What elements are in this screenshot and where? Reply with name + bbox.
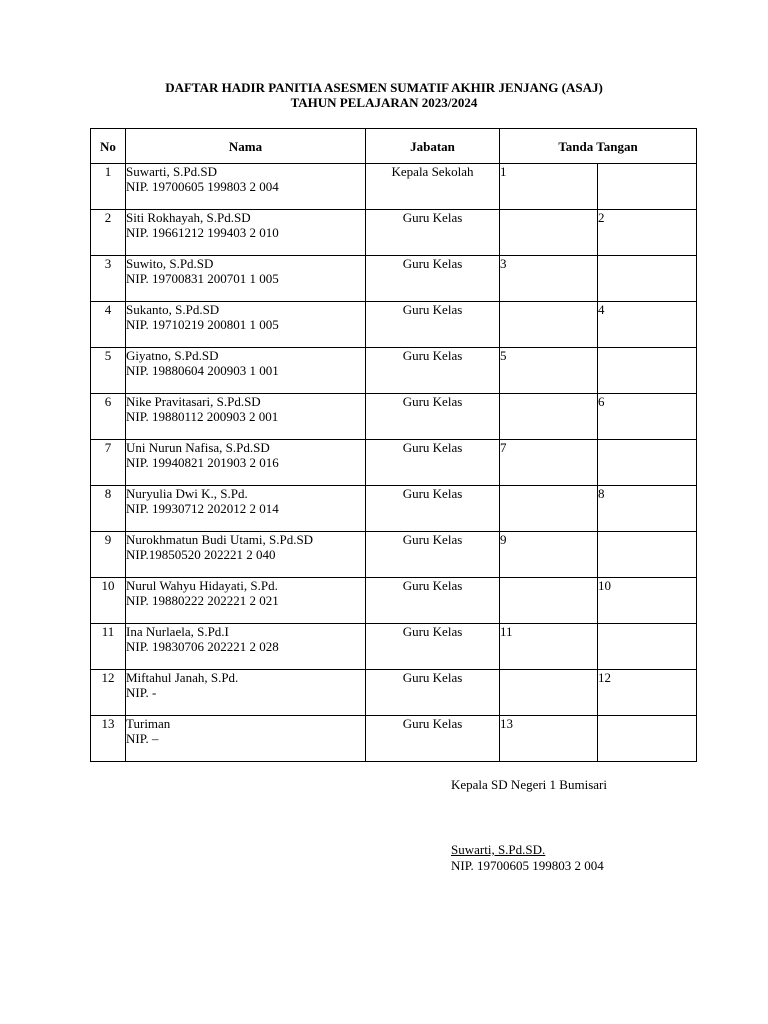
signature-slot-left [500,486,598,532]
table-row [91,532,697,578]
member-position: Guru Kelas [366,394,500,440]
member-name: Nurul Wahyu Hidayati, S.Pd. [126,578,278,593]
member-nip: NIP.19850520 202221 2 040 [126,547,276,562]
member-cell [126,210,366,256]
row-number: 8 [91,486,126,532]
signature-slot-left: 9 [500,532,598,578]
signature-slot-left: 7 [500,440,598,486]
member-cell [126,348,366,394]
member-position: Guru Kelas [366,302,500,348]
member-name: Nuryulia Dwi K., S.Pd. [126,486,248,501]
signature-slot-left [500,210,598,256]
member-nip: NIP. 19930712 202012 2 014 [126,501,279,516]
member-nip: NIP. 19661212 199403 2 010 [126,225,279,240]
row-number: 13 [91,716,126,762]
member-name: Sukanto, S.Pd.SD [126,302,220,317]
member-cell [126,302,366,348]
signature-slot-right [598,532,697,578]
table-row [91,210,697,256]
member-cell [126,670,366,716]
table-row [91,624,697,670]
signatory-nip: NIP. 19700605 199803 2 004 [451,858,604,873]
member-position: Guru Kelas [366,532,500,578]
table-row [91,256,697,302]
member-nip: NIP. - [126,685,157,700]
member-position: Guru Kelas [366,348,500,394]
table-row [91,440,697,486]
row-number: 2 [91,210,126,256]
member-name: Siti Rokhayah, S.Pd.SD [126,210,251,225]
table-row [91,486,697,532]
header-no: No [91,129,126,164]
signature-slot-right: 2 [598,210,697,256]
row-number: 1 [91,164,126,210]
signature-slot-left: 3 [500,256,598,302]
member-position: Guru Kelas [366,210,500,256]
member-name: Miftahul Janah, S.Pd. [126,670,239,685]
member-cell [126,440,366,486]
table-row [91,578,697,624]
member-position: Guru Kelas [366,624,500,670]
signature-slot-right [598,716,697,762]
table-row [91,716,697,762]
signatory-name: Suwarti, S.Pd.SD. [451,842,546,857]
row-number: 11 [91,624,126,670]
member-nip: NIP. 19830706 202221 2 028 [126,639,279,654]
document-title: DAFTAR HADIR PANITIA ASESMEN SUMATIF AKHIR JENJANG (ASAJ) [165,80,603,95]
member-position: Guru Kelas [366,670,500,716]
row-number: 4 [91,302,126,348]
row-number: 12 [91,670,126,716]
member-cell [126,394,366,440]
member-cell [126,486,366,532]
member-position: Guru Kelas [366,716,500,762]
member-position: Guru Kelas [366,256,500,302]
member-cell [126,624,366,670]
signature-slot-right [598,256,697,302]
table-row [91,164,697,210]
signature-slot-right: 12 [598,670,697,716]
table-row [91,670,697,716]
member-nip: NIP. 19880112 200903 2 001 [126,409,279,424]
member-cell [126,716,366,762]
signature-slot-left [500,394,598,440]
member-cell [126,164,366,210]
row-number: 9 [91,532,126,578]
member-name: Giyatno, S.Pd.SD [126,348,219,363]
member-position: Guru Kelas [366,440,500,486]
header-tanda-tangan: Tanda Tangan [500,129,697,164]
signature-slot-left: 13 [500,716,598,762]
member-name: Turiman [126,716,171,731]
signature-slot-left [500,670,598,716]
member-name: Suwarti, S.Pd.SD [126,164,218,179]
row-number: 7 [91,440,126,486]
member-nip: NIP. 19700831 200701 1 005 [126,271,279,286]
signature-slot-right: 8 [598,486,697,532]
member-nip: NIP. 19700605 199803 2 004 [126,179,279,194]
member-name: Nike Pravitasari, S.Pd.SD [126,394,261,409]
row-number: 10 [91,578,126,624]
member-position: Kepala Sekolah [366,164,500,210]
signature-slot-left: 11 [500,624,598,670]
header-nama: Nama [126,129,366,164]
signature-slot-right [598,164,697,210]
row-number: 6 [91,394,126,440]
header-jabatan: Jabatan [366,129,500,164]
signature-slot-left: 5 [500,348,598,394]
attendance-table [90,128,697,762]
signatory-position: Kepala SD Negeri 1 Bumisari [451,777,607,792]
signature-slot-right: 4 [598,302,697,348]
row-number: 5 [91,348,126,394]
member-position: Guru Kelas [366,578,500,624]
member-cell [126,532,366,578]
table-body [91,164,697,762]
member-cell [126,256,366,302]
member-nip: NIP. 19940821 201903 2 016 [126,455,279,470]
member-cell [126,578,366,624]
signature-slot-right [598,624,697,670]
member-name: Ina Nurlaela, S.Pd.I [126,624,229,639]
signature-slot-right: 10 [598,578,697,624]
table-row [91,302,697,348]
signature-slot-left: 1 [500,164,598,210]
signature-slot-left [500,578,598,624]
member-nip: NIP. – [126,731,159,746]
member-nip: NIP. 19880604 200903 1 001 [126,363,279,378]
table-row [91,348,697,394]
table-row [91,394,697,440]
row-number: 3 [91,256,126,302]
signature-slot-right: 6 [598,394,697,440]
signature-slot-right [598,440,697,486]
member-nip: NIP. 19710219 200801 1 005 [126,317,279,332]
document-subtitle: TAHUN PELAJARAN 2023/2024 [290,95,478,110]
member-position: Guru Kelas [366,486,500,532]
signature-slot-left [500,302,598,348]
member-name: Uni Nurun Nafisa, S.Pd.SD [126,440,270,455]
member-nip: NIP. 19880222 202221 2 021 [126,593,279,608]
table-header-row [91,129,697,164]
member-name: Nurokhmatun Budi Utami, S.Pd.SD [126,532,314,547]
signature-slot-right [598,348,697,394]
member-name: Suwito, S.Pd.SD [126,256,214,271]
